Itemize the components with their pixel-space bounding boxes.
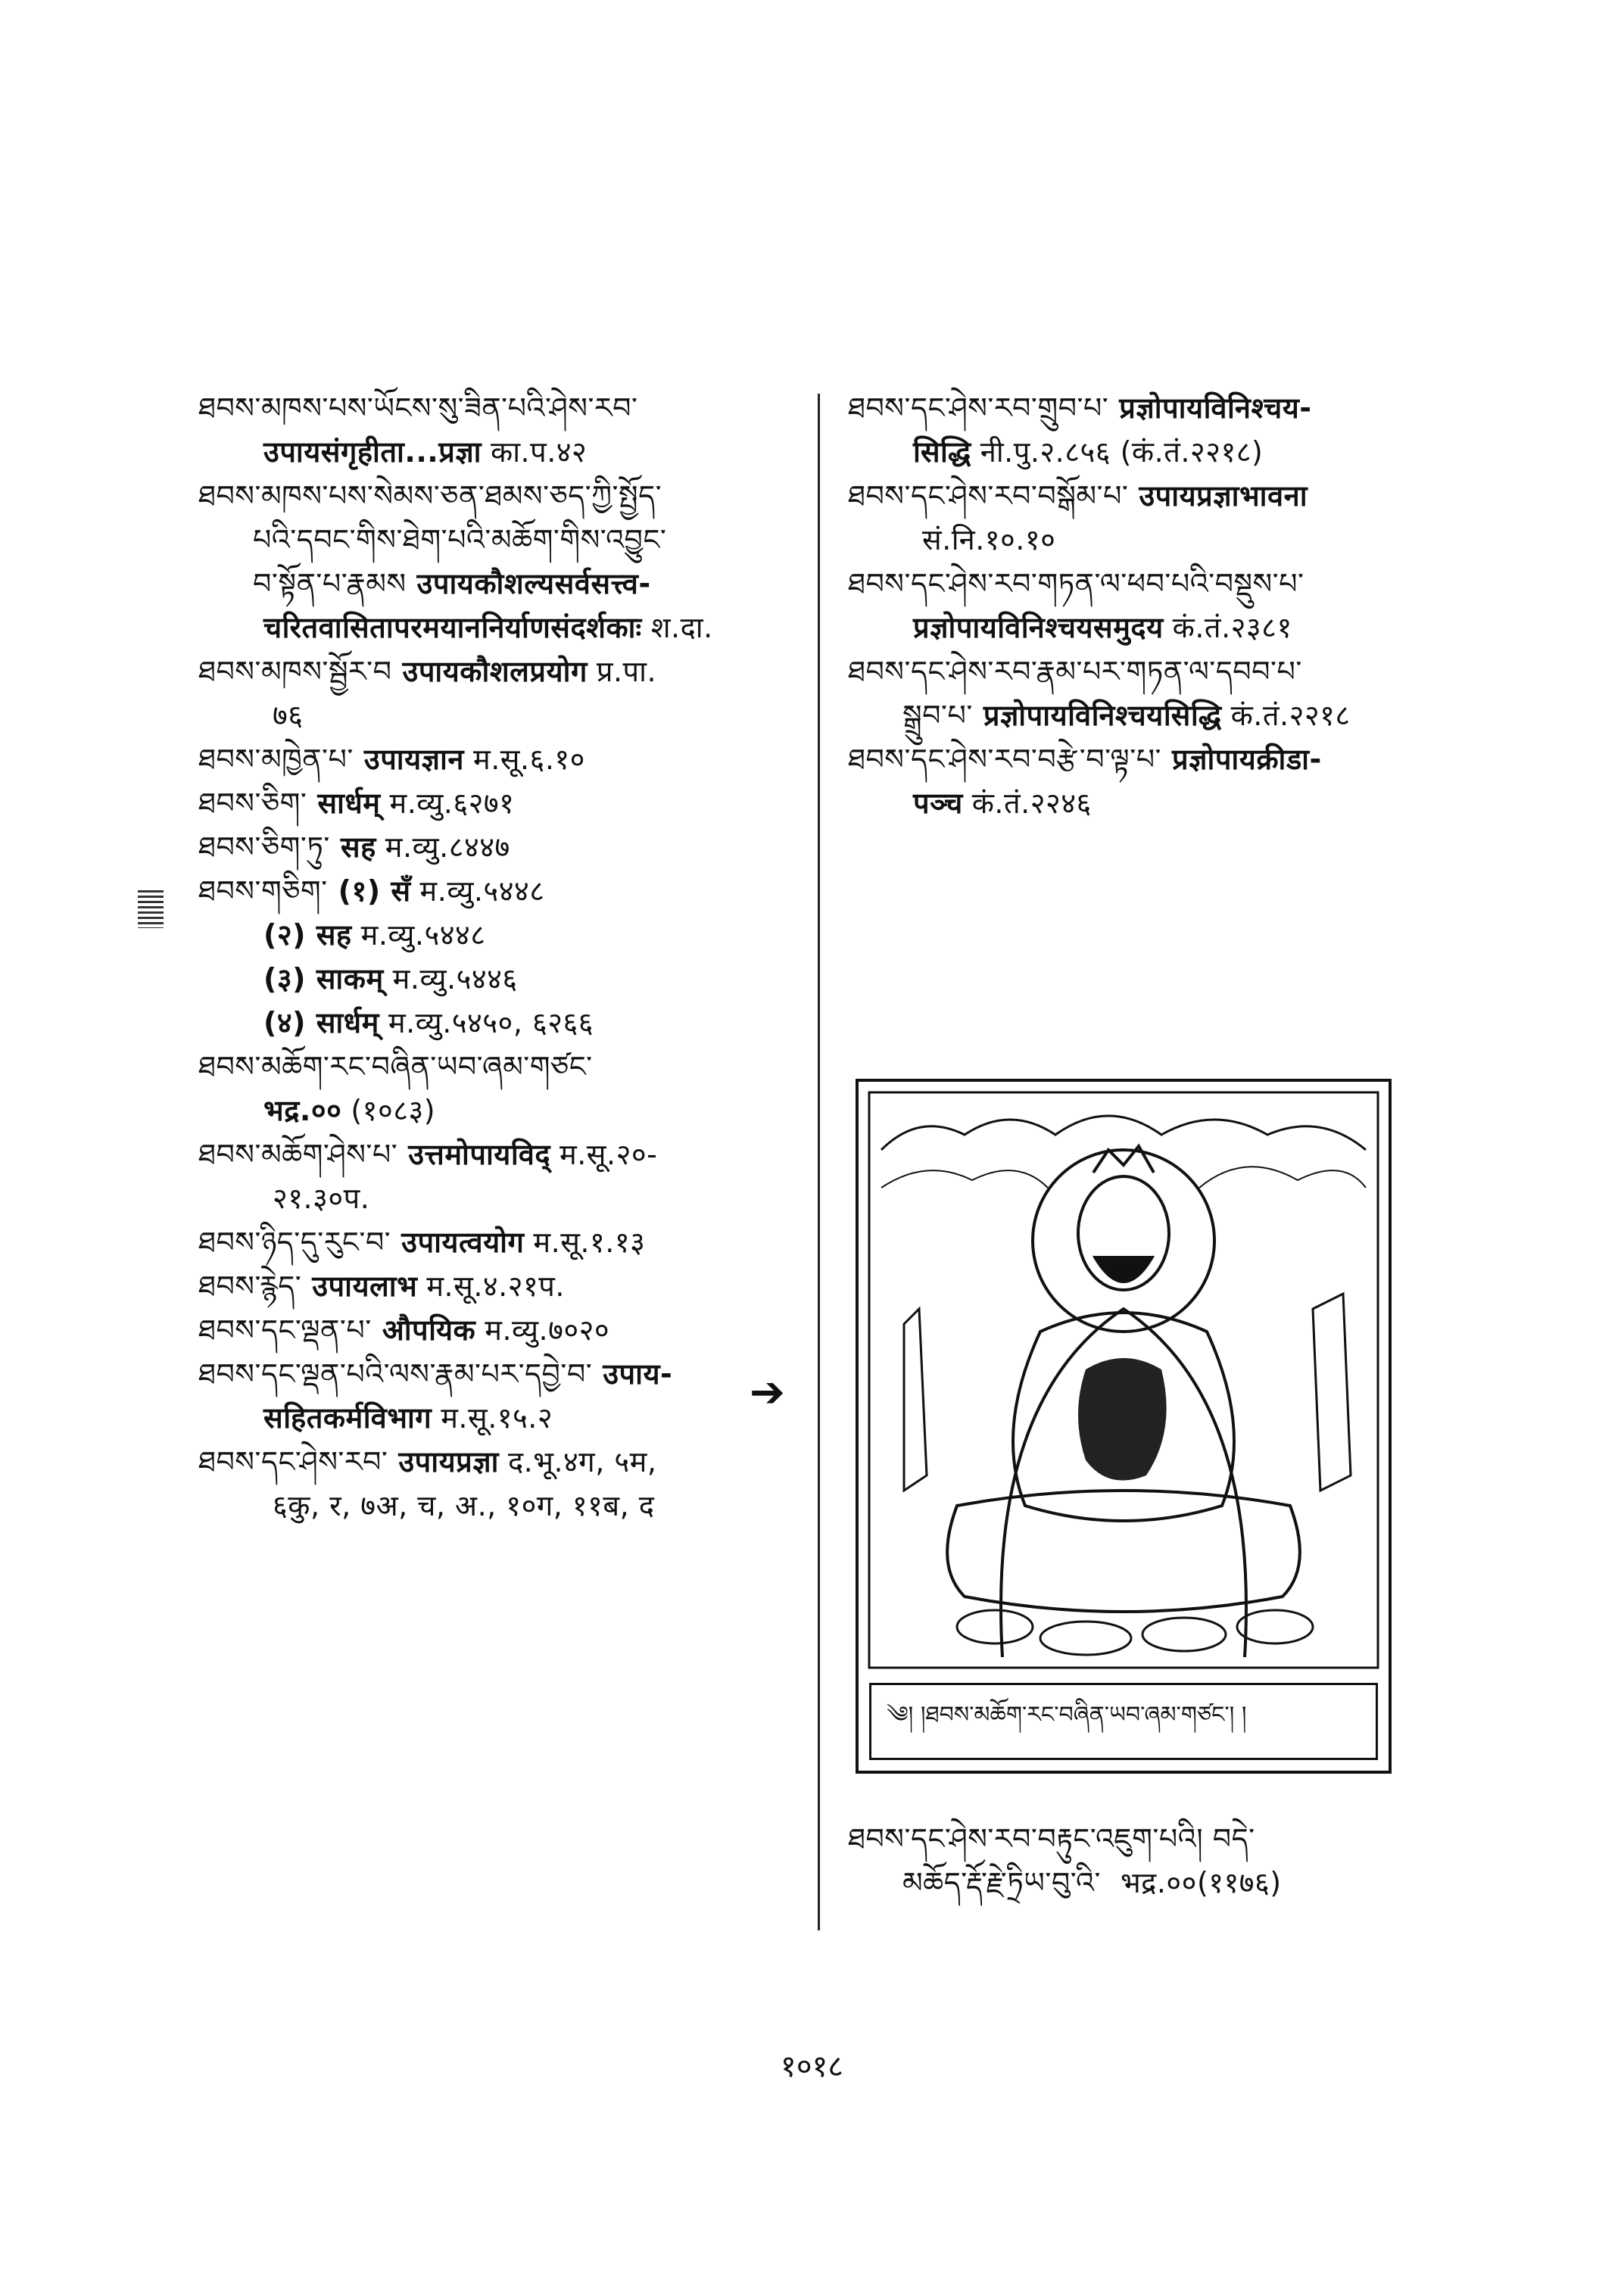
tibetan-term: ཐབས་དང་ལྡན་པའི་ལས་རྣམ་པར་དབྱེ་བ་	[198, 1357, 593, 1391]
dictionary-entry-line	[198, 1308, 804, 1352]
tibetan-term: ཐབས་ཉིད་དུ་རུང་བ་	[198, 1226, 391, 1259]
dictionary-entry-line	[198, 693, 804, 737]
sanskrit-term: उत्तमोपायविद्	[408, 1138, 550, 1171]
dictionary-entry-line	[198, 1089, 804, 1132]
tibetan-term: ཐབས་དང་ཤེས་རབ་བསྒོམ་པ་	[848, 479, 1129, 512]
source-reference: म.व्यु.७०२०	[485, 1313, 610, 1347]
source-reference: भद्र.००(११७६)	[1120, 1866, 1282, 1899]
sanskrit-term: उपायप्रज्ञा	[398, 1445, 499, 1478]
sanskrit-term: उपायकौशल्यसर्वसत्त्व-	[416, 567, 651, 600]
margin-marker	[138, 890, 164, 928]
dictionary-entry-line	[848, 1817, 1469, 1861]
sanskrit-term: उपाय-	[603, 1357, 673, 1391]
sanskrit-term: सिद्धि	[913, 435, 971, 469]
sanskrit-term: सार्धम्	[317, 787, 381, 820]
dictionary-entry-line	[198, 825, 804, 869]
dictionary-entry-line	[848, 562, 1469, 606]
dictionary-entry-line	[848, 386, 1469, 430]
dictionary-entry-line	[198, 386, 804, 430]
source-reference: म.सू.२०-	[560, 1138, 658, 1171]
source-reference: सं.नि.१०.१०	[922, 523, 1056, 556]
tibetan-term: ཐབས་རྙེད་	[198, 1270, 302, 1303]
source-reference: म.व्यु.६२७१	[389, 787, 515, 820]
figure-caption-entry	[848, 1817, 1469, 1905]
tibetan-term: ཐབས་དང་ཤེས་རབ་གཏན་ལ་ཕབ་པའི་བསྡུས་པ་	[848, 567, 1304, 600]
sanskrit-term: प्रज्ञोपायविनिश्चयसिद्धि	[983, 699, 1222, 732]
source-reference: का.प.४२	[491, 435, 588, 469]
dictionary-entry-line	[198, 913, 804, 957]
sanskrit-term: सहितकर्मविभाग	[263, 1401, 432, 1435]
dictionary-entry-line	[848, 430, 1469, 474]
sanskrit-term: प्रज्ञोपायविनिश्चय-	[1119, 391, 1312, 425]
dictionary-entry-line	[198, 1176, 804, 1220]
sanskrit-term: प्रज्ञोपायविनिश्चयसमुदय	[913, 611, 1164, 644]
tibetan-term: ཐབས་དང་ཤེས་རབ་རྣམ་པར་གཏན་ལ་དབབ་པ་	[848, 655, 1302, 688]
source-reference: ६कु, र, ७अ, च, अ., १०ग, ११ब, द	[273, 1489, 655, 1522]
deity-illustration	[859, 1082, 1389, 1680]
dictionary-entry-line	[848, 737, 1469, 781]
tibetan-term: ཐབས་མཆོག་རང་བཞིན་ཡབ་ཞམ་གཙང་	[198, 1050, 593, 1083]
source-reference: म.व्यु.८४४७	[385, 830, 510, 864]
dictionary-entry-line	[198, 562, 804, 606]
sanskrit-term: उपायलाभ	[312, 1270, 418, 1303]
tibetan-term: པའི་དབང་གིས་ཐེག་པའི་མཆོག་གིས་འབྱུང་	[253, 523, 667, 556]
source-reference: ७६	[273, 699, 304, 732]
dictionary-entry-line	[198, 1264, 804, 1308]
dictionary-entry-line	[198, 650, 804, 693]
sanskrit-term: (४) सार्धम्	[263, 1006, 379, 1039]
dictionary-entry-line	[198, 1045, 804, 1089]
dictionary-entry-line	[198, 518, 804, 562]
dictionary-entry-line	[198, 1352, 804, 1396]
tibetan-term: བ་སྟོན་པ་རྣམས	[253, 567, 407, 600]
sanskrit-term: भद्र.००	[263, 1094, 342, 1127]
sanskrit-term: सह	[340, 830, 376, 864]
dictionary-entry-line	[848, 474, 1469, 518]
dictionary-entry-line	[198, 1132, 804, 1176]
sanskrit-term: उपायकौशलप्रयोग	[402, 655, 588, 688]
dictionary-entry-line	[198, 957, 804, 1001]
tibetan-term: ཐབས་མཁས་པས་སེམས་ཅན་ཐམས་ཅད་ཀྱི་སྤྱོད་	[198, 479, 662, 512]
sanskrit-term: पञ्च	[913, 787, 963, 820]
tibetan-term: ཐབས་ཅིག་	[198, 787, 307, 820]
page-number: १०१८	[780, 2049, 844, 2084]
source-reference: म.सू.१.१३	[533, 1226, 646, 1259]
dictionary-entry-line	[848, 650, 1469, 693]
left-column	[198, 386, 804, 1528]
sanskrit-term: प्रज्ञोपायक्रीडा-	[1172, 743, 1322, 776]
sanskrit-term: औपयिक	[382, 1313, 476, 1347]
tibetan-term: ཐབས་དང་ཤེས་རབ་གྲུབ་པ་	[848, 391, 1109, 425]
tibetan-term: ཐབས་དང་ཤེས་རབ་	[198, 1445, 388, 1478]
arrow-icon: ➔	[750, 1368, 785, 1417]
dictionary-entry-line	[848, 693, 1469, 737]
column-divider	[818, 394, 820, 1930]
tibetan-term: ཐབས་དང་ལྡན་པ་	[198, 1313, 372, 1347]
dictionary-entry-line	[848, 518, 1469, 562]
figure-caption: ༄། །ཐབས་མཆོག་རང་བཞིན་ཡབ་ཞམ་གཙང་། །	[869, 1683, 1378, 1760]
source-reference: म.व्यु.५४४८	[360, 918, 486, 952]
right-column	[848, 386, 1469, 825]
dictionary-entry-line	[848, 1861, 1469, 1905]
sanskrit-term: उपायसंगृहीता...प्रज्ञा	[263, 435, 482, 469]
dictionary-entry-line	[198, 1440, 804, 1484]
dictionary-entry-line	[848, 606, 1469, 650]
dictionary-entry-line	[198, 474, 804, 518]
source-reference: म.सू.१५.२	[441, 1401, 553, 1435]
source-reference: कं.तं.२२४६	[971, 787, 1092, 820]
source-reference: कं.तं.२३८१	[1172, 611, 1292, 644]
source-reference: म.सू.४.२१प.	[426, 1270, 565, 1303]
deity-woodcut-image	[856, 1079, 1392, 1774]
source-reference: कं.तं.२२१८	[1230, 699, 1351, 732]
tibetan-term: ཐབས་མཁས་པས་ཡོངས་སུ་ཟིན་པའི་ཤེས་རབ་	[198, 391, 638, 425]
dictionary-entry-line	[198, 430, 804, 474]
tibetan-term: ཐབས་མཁྱེན་པ་	[198, 743, 354, 776]
tibetan-term: ཐབས་ཅིག་ཏུ་	[198, 830, 330, 864]
dictionary-entry-line	[198, 1484, 804, 1528]
source-reference: प्र.पा.	[596, 655, 657, 688]
dictionary-entry-line	[198, 781, 804, 825]
dictionary-entry-line	[198, 1396, 804, 1440]
tibetan-term: ཐབས་མཆོག་ཤེས་པ་	[198, 1138, 398, 1171]
source-reference: श.दा.	[650, 611, 713, 644]
source-reference: म.व्यु.५४४८	[419, 874, 545, 908]
source-reference: म.सू.६.१०	[472, 743, 585, 776]
dictionary-entry-line	[198, 869, 804, 913]
sanskrit-term: (१) सँ	[338, 874, 411, 908]
dictionary-entry-line	[198, 1220, 804, 1264]
sanskrit-term: (३) साकम्	[263, 962, 384, 995]
sanskrit-term: चरितवासितापरमयाननिर्याणसंदर्शकाः	[263, 611, 642, 644]
dictionary-entry-line	[198, 1001, 804, 1045]
source-reference: नी.पु.२.८५६ (कं.तं.२२१८)	[980, 435, 1264, 469]
source-reference: म.व्यु.५४५०, ६२६६	[388, 1006, 594, 1039]
tibetan-term: ཐབས་དང་ཤེས་རབ་བརྟུང་འཇུག་པའི། བདེ་	[848, 1822, 1255, 1855]
source-reference: द.भू.४ग, ५म,	[507, 1445, 657, 1478]
source-reference: म.व्यु.५४४६	[392, 962, 518, 995]
tibetan-term: སྒྲུབ་པ་	[902, 699, 973, 732]
tibetan-term: མཆོད་རྡོ་རྗེ་ཏྲིཡ་བུ་འི་	[902, 1866, 1101, 1899]
sanskrit-term: उपायज्ञान	[363, 743, 464, 776]
tibetan-term: ཐབས་དང་ཤེས་རབ་བརྩེ་བ་ལྟ་པ་	[848, 743, 1162, 776]
tibetan-term: ཐབས་མཁས་སྦྱོར་བ	[198, 655, 392, 688]
dictionary-entry-line	[198, 606, 804, 650]
sanskrit-term: उपायत्वयोग	[401, 1226, 525, 1259]
dictionary-entry-line	[848, 781, 1469, 825]
sanskrit-term: उपायप्रज्ञाभावना	[1139, 479, 1308, 512]
dictionary-entry-line	[198, 737, 804, 781]
source-reference: २१.३०प.	[273, 1182, 370, 1215]
sanskrit-term: (२) सह	[263, 918, 352, 952]
source-reference: (१०८३)	[351, 1094, 436, 1127]
tibetan-term: ཐབས་གཅིག་	[198, 874, 328, 908]
